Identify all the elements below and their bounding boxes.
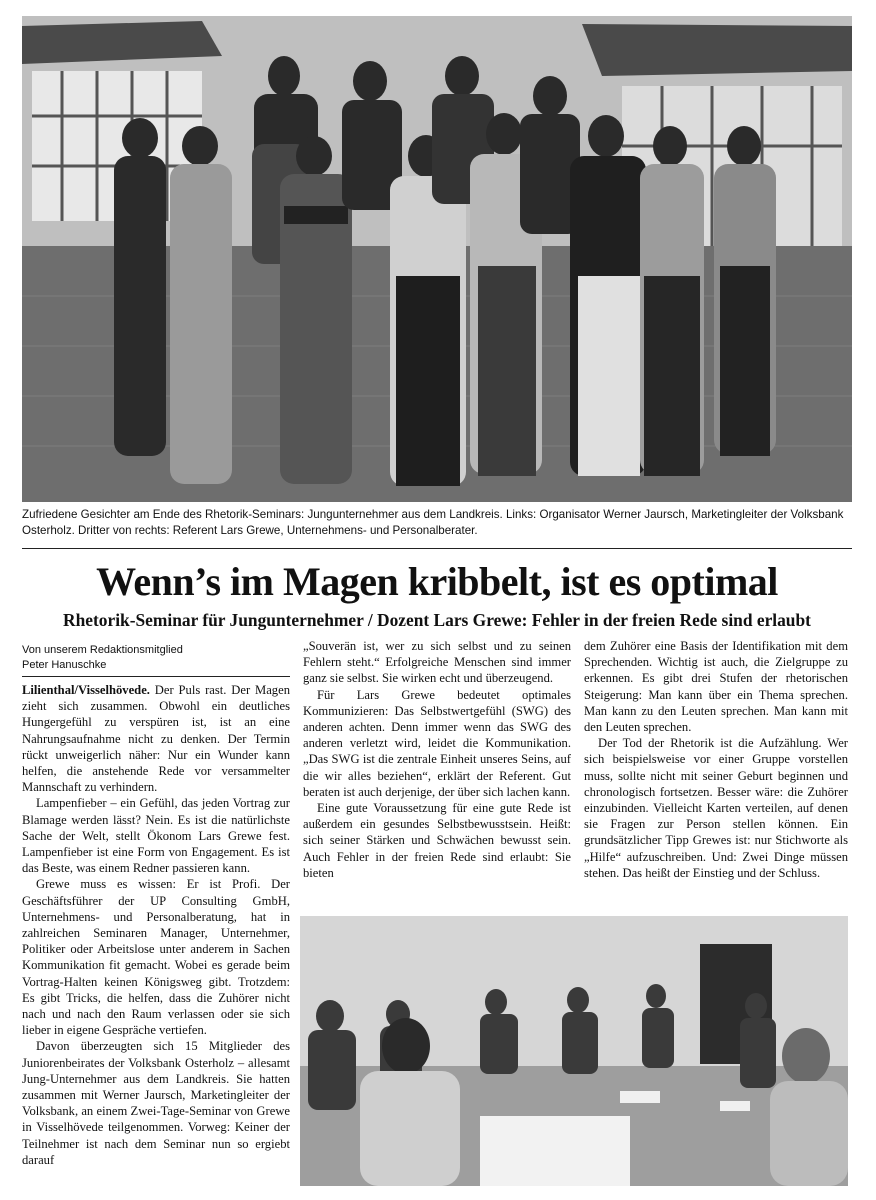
article-paragraph: Lampenfieber – ein Gefühl, das jeden Vortrag zur Blamage werden lässt? Nein. Es ist die natürlichste Sache der Welt, stellt Ökonom Lars Grewe fest. Lampenfieber ist eine Form von Engagement. Es ist das Beste, was einem Redner passieren kann. [22,796,290,876]
article-column-3 [584,638,848,910]
group-photo-illustration [22,16,852,502]
byline-role: Von unserem Redaktionsmitglied [22,644,183,656]
subheadline: Rhetorik-Seminar für Jungunternehmer / Dozent Lars Grewe: Fehler in der freien Rede sind erlaubt [63,610,811,630]
article-column-2 [303,638,571,910]
seminar-photo [300,916,848,1186]
article-column-1 [22,682,290,1188]
article-paragraph: Eine gute Voraussetzung für eine gute Rede ist außerdem ein gesundes Selbstbewusstsein. Heißt: sich seiner Stärken und Schwächen bewusst sein. Auch Fehler in der freien Rede sind erlaubt: Sie bieten [303,801,571,880]
seminar-photo-illustration [300,916,848,1186]
byline-author: Peter Hanuschke [22,659,107,671]
article-paragraph: Für Lars Grewe bedeutet optimales Kommunizieren: Das Selbstwertgefühl (SWG) des anderen achten. Denn immer wenn das SWG des anderen verletzt wird, leidet die Kommunikation. „Das SWG ist die zentrale Einheit unseres Seins, auf die wir alles beziehen“, erklärt der Referent. Gut beraten ist auch derjenige, der über sich lachen kann. [303,687,571,799]
byline [22,643,292,673]
article-paragraph: Lilienthal/Visselhövede. Der Puls rast. Der Magen zieht sich zusammen. Obwohl ein deutliches Hungergefühl zu verspüren ist, ist an eine Nahrungsaufnahme nicht zu denken. Der Termin rückt unweigerlich näher: Nur ein Wunder kann helfen, die anstehende Rede vor versammelter Mannschaft zu verhindern. [22,683,290,795]
group-photo [22,16,852,502]
article-paragraph: „Souverän ist, wer zu sich selbst und zu seinen Fehlern steht.“ Erfolgreiche Menschen sind immer ganz sie selbst. Sie wirken echt und überzeugend. [303,639,571,686]
article-paragraph: Grewe muss es wissen: Er ist Profi. Der Geschäftsführer der UP Consulting GmbH, Unternehmens- und Personalberatung, hat in zahlreichen Seminaren Manager, Unternehmer, Politiker oder Arbeitslose unter anderem in Sachen Kommunikation fit gemacht. Wobei es gerade beim Vortrag-Halten keinen Königsweg gibt. Trotzdem: Es gibt Tricks, die helfen, dass die Zuhörer nicht nach und nach den Raum verlassen oder sie sich lieber in eigene Gespräche vertiefen. [22,877,290,1038]
article-paragraph: dem Zuhörer eine Basis der Identifikation mit dem Sprechenden. Wichtig ist auch, die Zielgruppe zu erkennen. Es gibt drei Stufen der rhetorischen Steigerung: Man kann über ein Thema sprechen. Man kann zu den Leuten sprechen. Man kann mit den Leuten sprechen. [584,639,848,735]
headline: Wenn’s im Magen kribbelt, ist es optimal [96,559,778,604]
article-paragraph: Der Tod der Rhetorik ist die Aufzählung. Wer sich beispielsweise vor einer Gruppe vorstellen muss, sollte nicht mit seiner Geburt beginnen und chronologisch fortsetzen. Besser wäre: die Zuhörer einzubinden. Vielleicht Karten verteilen, auf denen sie Fragen zur Person stellen können. Ein grundsätzlicher Tipp Grewes ist: nur Stichworte als „Hilfe“ aufzuschreiben. Und: Zwei Dinge müssen stehen. Das heißt der Einstieg und der Schluss. [584,736,848,880]
article-paragraph: Davon überzeugten sich 15 Mitglieder des Juniorenbeirates der Volksbank Osterholz – allesamt Jung-Unternehmer aus dem Landkreis. Sie hatten zusammen mit Werner Jaursch, Marketingleiter der Volksbank, an einem Zwei-Tage-Seminar von Grewe in Visselhövede teilgenommen. Vorweg: Keiner der Teilnehmer ist nach dem Seminar nun so ergiebt darauf [22,1039,290,1167]
photo-caption: Zufriedene Gesichter am Ende des Rhetorik-Seminars: Jungunternehmer aus dem Landkreis. Links: Organisator Werner Jaursch, Marketingleiter der Volksbank Osterholz. Dritter von rechts: Referent Lars Grewe, Unternehmens- und Personalberater. [22,508,844,537]
byline-divider [22,676,290,677]
caption-divider [22,548,852,549]
dateline: Lilienthal/Visselhövede. [22,683,150,697]
